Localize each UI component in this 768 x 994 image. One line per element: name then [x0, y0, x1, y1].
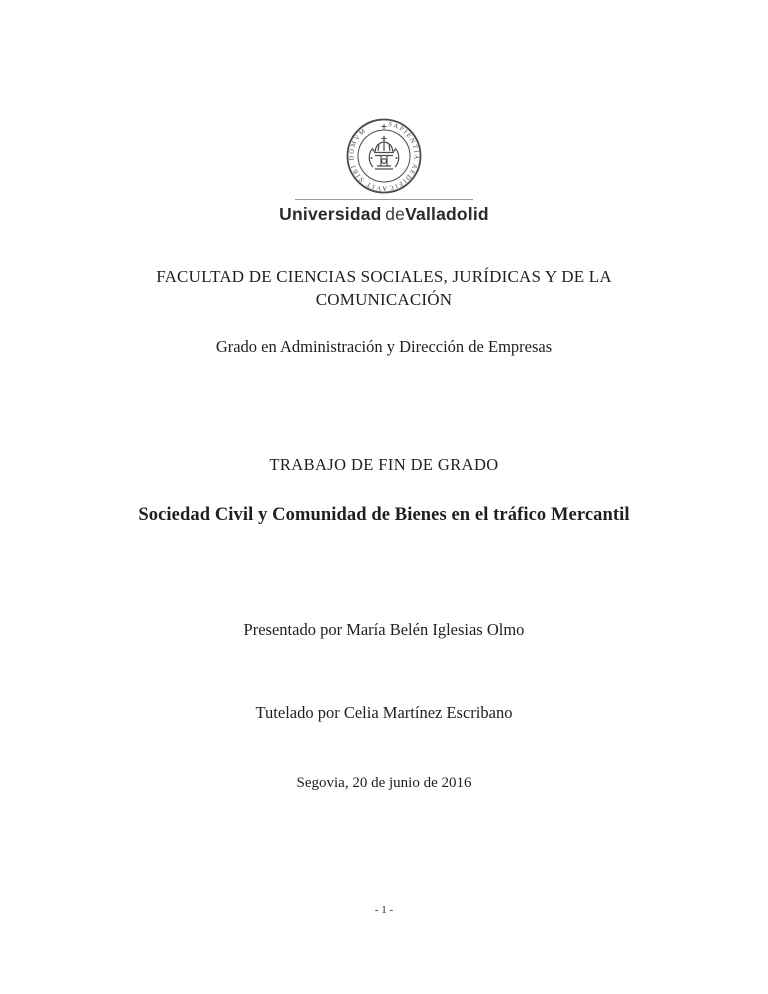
faculty-heading-line2: COMUNICACIÓN — [315, 289, 453, 309]
wordmark-universidad: Universidad — [279, 204, 382, 224]
wordmark-valladolid: Valladolid — [405, 204, 489, 224]
seal-motto-text: SAPIENTIA AEDIFICAVIT SIBI DOMVM — [348, 120, 420, 192]
work-type-heading: TRABAJO DE FIN DE GRADO — [269, 455, 499, 474]
university-seal-icon — [343, 117, 425, 195]
seal-cross-icon — [382, 124, 387, 129]
svg-text:SAPIENTIA AEDIFICAVIT SIBI DOM — [348, 121, 419, 192]
seal-crown-icon — [369, 136, 399, 169]
presented-by-line: Presentado por María Belén Iglesias Olmo — [243, 620, 525, 639]
faculty-heading-line1: FACULTAD DE CIENCIAS SOCIALES, JURÍDICAS Y DE LA — [156, 267, 612, 286]
university-seal — [0, 117, 768, 200]
tutored-by-line: Tutelado por Celia Martínez Escribano — [255, 703, 513, 722]
faculty-heading — [0, 266, 768, 312]
degree-name: Grado en Administración y Dirección de Empresas — [215, 337, 553, 356]
university-wordmark — [0, 204, 768, 225]
place-date-line: Segovia, 20 de junio de 2016 — [296, 775, 472, 791]
page-number: - 1 - — [374, 904, 394, 916]
thesis-title: Sociedad Civil y Comunidad de Bienes en el tráfico Mercantil — [138, 505, 630, 525]
logo-divider — [295, 199, 473, 200]
wordmark-de: de — [385, 204, 406, 224]
